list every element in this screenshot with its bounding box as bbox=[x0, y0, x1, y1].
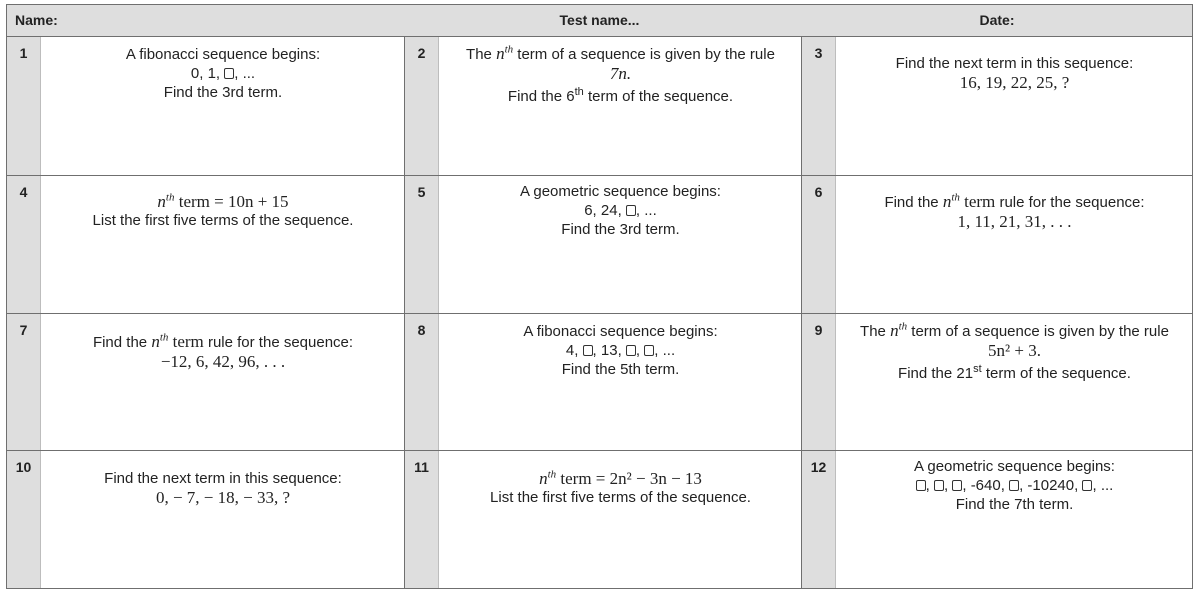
question-cell-1 bbox=[7, 37, 404, 175]
seq-term: 1 bbox=[207, 65, 216, 82]
question-body bbox=[837, 54, 1192, 92]
worksheet-header bbox=[7, 5, 1192, 37]
test-name-label: Test name... bbox=[559, 12, 640, 28]
question-number: 3 bbox=[802, 37, 836, 175]
question-row bbox=[7, 314, 1192, 451]
question-cell-4 bbox=[7, 176, 404, 313]
question-title: The $n^{th}$ term of a sequence is given by the rule bbox=[860, 320, 1169, 340]
question-number: 1 bbox=[7, 37, 41, 175]
blank-box-icon bbox=[626, 205, 636, 216]
question-instruction: List the first five terms of the sequence. bbox=[92, 212, 354, 229]
question-cell-12 bbox=[801, 451, 1192, 588]
sequence: 16, 19, 22, 25, ? bbox=[959, 73, 1070, 92]
question-cell-10 bbox=[7, 451, 404, 588]
blank-box-icon bbox=[952, 480, 962, 491]
question-cell-8 bbox=[404, 314, 801, 450]
question-number: 10 bbox=[7, 451, 41, 588]
question-number: 2 bbox=[405, 37, 439, 175]
sequence: 1, 11, 21, 31, . . . bbox=[957, 212, 1072, 231]
question-instruction: Find the 5th term. bbox=[561, 361, 680, 378]
question-cell-5 bbox=[404, 176, 801, 313]
question-body bbox=[837, 321, 1192, 383]
question-instruction: Find the 6th term of the sequence. bbox=[507, 86, 734, 105]
seq-term: 0 bbox=[190, 65, 200, 82]
name-label: Name: bbox=[15, 12, 58, 28]
sequence: , , , -640, , -10240, , ... bbox=[837, 476, 1192, 495]
question-body bbox=[440, 44, 801, 106]
sequence: 4, , 13, , , ... bbox=[565, 342, 676, 359]
question-cell-7 bbox=[7, 314, 404, 450]
rule: $n^{th}$ term = 2n² − 3n − 13 bbox=[539, 468, 702, 488]
question-body bbox=[440, 322, 801, 379]
blank-box-icon bbox=[224, 68, 234, 79]
question-title: Find the next term in this sequence: bbox=[104, 470, 342, 487]
question-body bbox=[440, 469, 801, 507]
question-cell-2 bbox=[404, 37, 801, 175]
blank-box-icon bbox=[1082, 480, 1092, 491]
question-cell-3 bbox=[801, 37, 1192, 175]
question-number: 5 bbox=[405, 176, 439, 313]
question-title: A fibonacci sequence begins: bbox=[523, 323, 718, 340]
question-instruction: Find the 21st term of the sequence. bbox=[898, 363, 1131, 382]
question-body bbox=[42, 332, 404, 371]
sequence: 0, 1, , ... bbox=[190, 65, 256, 82]
rule: 5n² + 3. bbox=[988, 341, 1041, 360]
question-row bbox=[7, 176, 1192, 314]
blank-box-icon bbox=[626, 345, 636, 356]
question-body bbox=[837, 192, 1192, 231]
blank-box-icon bbox=[583, 345, 593, 356]
question-number: 8 bbox=[405, 314, 439, 450]
question-title: A geometric sequence begins: bbox=[520, 183, 721, 200]
sequence: −12, 6, 42, 96, . . . bbox=[160, 352, 286, 371]
question-title: A geometric sequence begins: bbox=[914, 458, 1115, 475]
question-number: 4 bbox=[7, 176, 41, 313]
question-title: Find the $n^{th}$ term rule for the sequence: bbox=[92, 331, 354, 351]
question-instruction: List the first five terms of the sequence. bbox=[490, 489, 751, 506]
question-instruction: Find the 3rd term. bbox=[561, 221, 680, 238]
rule: 7n. bbox=[609, 64, 632, 83]
sequence: 0, − 7, − 18, − 33, ? bbox=[155, 488, 291, 507]
question-cell-9 bbox=[801, 314, 1192, 450]
blank-box-icon bbox=[644, 345, 654, 356]
title-text: The bbox=[466, 46, 492, 63]
question-number: 7 bbox=[7, 314, 41, 450]
blank-box-icon bbox=[916, 480, 926, 491]
question-grid bbox=[7, 37, 1192, 588]
rule: $n^{th}$ term = 10n + 15 bbox=[157, 191, 289, 211]
question-number: 12 bbox=[802, 451, 836, 588]
seq-term: ... bbox=[242, 65, 256, 82]
question-instruction: Find the 3rd term. bbox=[163, 84, 283, 101]
title-text: term of a sequence is given by the rule bbox=[517, 46, 775, 63]
question-body bbox=[42, 45, 404, 102]
question-body bbox=[837, 457, 1192, 514]
question-instruction: Find the 7th term. bbox=[955, 496, 1074, 513]
blank-box-icon bbox=[1009, 480, 1019, 491]
seq-term: 6 bbox=[584, 202, 593, 219]
question-cell-11 bbox=[404, 451, 801, 588]
question-number: 9 bbox=[802, 314, 836, 450]
question-number: 11 bbox=[405, 451, 439, 588]
question-cell-6 bbox=[801, 176, 1192, 313]
date-label: Date: bbox=[979, 12, 1015, 28]
sequence: 6, 24, , ... bbox=[584, 202, 657, 219]
question-title bbox=[440, 44, 801, 64]
nth-symbol: $n^{th}$ bbox=[496, 43, 514, 63]
worksheet bbox=[6, 4, 1193, 589]
question-title: A fibonacci sequence begins: bbox=[125, 46, 321, 63]
blank-box-icon bbox=[934, 480, 944, 491]
seq-term: 24 bbox=[600, 202, 618, 219]
seq-term: ... bbox=[644, 202, 657, 219]
question-row bbox=[7, 451, 1192, 588]
question-row bbox=[7, 37, 1192, 176]
question-title: Find the $n^{th}$ term rule for the sequence: bbox=[884, 191, 1145, 211]
question-body bbox=[42, 192, 404, 230]
question-body bbox=[440, 182, 801, 239]
question-title: Find the next term in this sequence: bbox=[895, 55, 1134, 72]
question-body bbox=[42, 469, 404, 507]
question-number: 6 bbox=[802, 176, 836, 313]
